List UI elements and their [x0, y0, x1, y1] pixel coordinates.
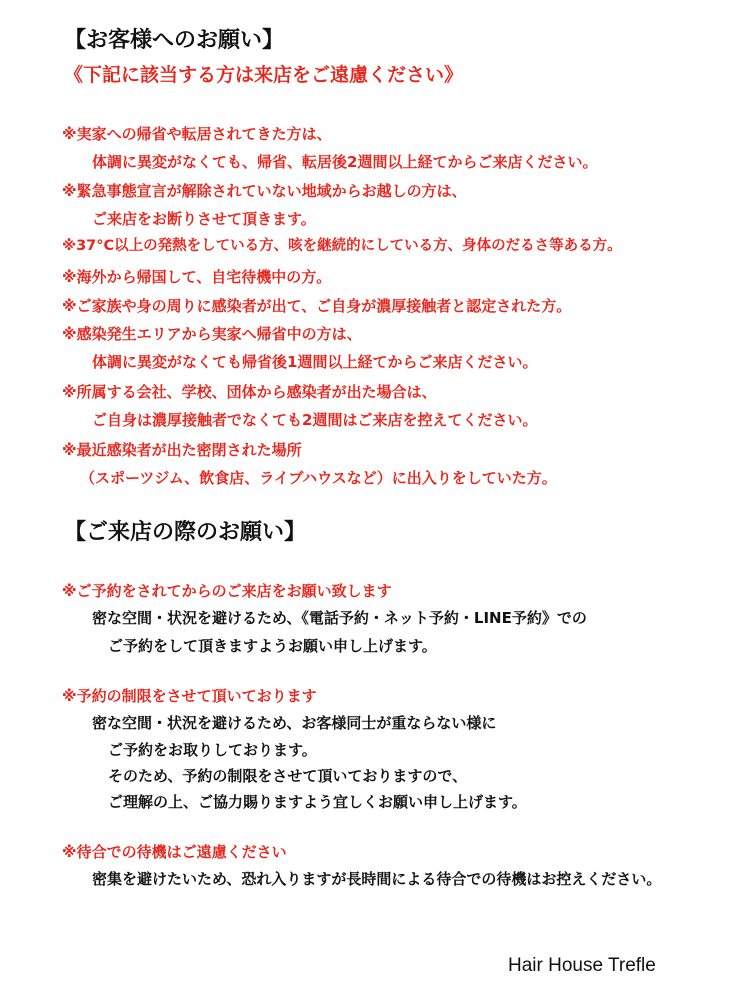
visit-section-title: 【ご来店の際のお願い】	[64, 520, 307, 545]
waiting-heading: ※待合での待機はご遠慮ください	[62, 843, 287, 861]
request-item-detail: （スポーツジム、飲食店、ライブハウスなど）に出入りをしていた方。	[80, 469, 557, 487]
request-item-detail: ご来店をお断りさせて頂きます。	[92, 210, 316, 228]
request-item: ※緊急事態宣言が解除されていない地域からお越しの方は、	[62, 182, 467, 200]
limit-line: ご理解の上、ご協力賜りますよう宜しくお願い申し上げます。	[108, 793, 527, 811]
limit-line: そのため、予約の制限をさせて頂いておりますので、	[108, 767, 468, 785]
salon-name: Hair House Trefle	[508, 955, 656, 976]
request-item-detail: ご自身は濃厚接触者でなくても2週間はご来店を控えてください。	[92, 411, 538, 429]
limit-heading: ※予約の制限をさせて頂いております	[62, 687, 317, 705]
request-item: ※ご家族や身の周りに感染者が出て、ご自身が濃厚接触者と認定された方。	[62, 297, 572, 315]
limit-line: 密な空間・状況を避けるため、お客様同士が重ならない様に	[92, 714, 497, 732]
waiting-line: 密集を避けたいため、恐れ入りますが長時間による待合での待機はお控えください。	[92, 870, 662, 888]
reservation-line: 密な空間・状況を避けるため、《電話予約・ネット予約・LINE予約》での	[92, 609, 587, 627]
reservation-heading: ※ご予約をされてからのご来店をお願い致します	[62, 582, 392, 600]
limit-line: ご予約をお取りしております。	[108, 741, 317, 759]
request-item: ※感染発生エリアから実家へ帰省中の方は、	[62, 325, 362, 343]
request-item: ※所属する会社、学校、団体から感染者が出た場合は、	[62, 383, 437, 401]
request-section-title: 【お客様へのお願い】	[64, 28, 285, 53]
request-item: ※最近感染者が出た密閉された場所	[62, 441, 302, 459]
request-section-subtitle: 《下記に該当する方は来店をご遠慮ください》	[64, 64, 464, 86]
request-item: ※実家への帰省や転居されてきた方は、	[62, 125, 332, 143]
reservation-line: ご予約をして頂きますようお願い申し上げます。	[108, 637, 437, 655]
request-item: ※37°C以上の発熱をしている方、咳を継続的にしている方、身体のだるさ等ある方。	[62, 238, 622, 254]
request-item-detail: 体調に異変がなくても、帰省、転居後2週間以上経てからご来店ください。	[92, 153, 598, 171]
request-item-detail: 体調に異変がなくても帰省後1週間以上経てからご来店ください。	[92, 353, 538, 371]
request-item: ※海外から帰国して、自宅待機中の方。	[62, 268, 332, 286]
